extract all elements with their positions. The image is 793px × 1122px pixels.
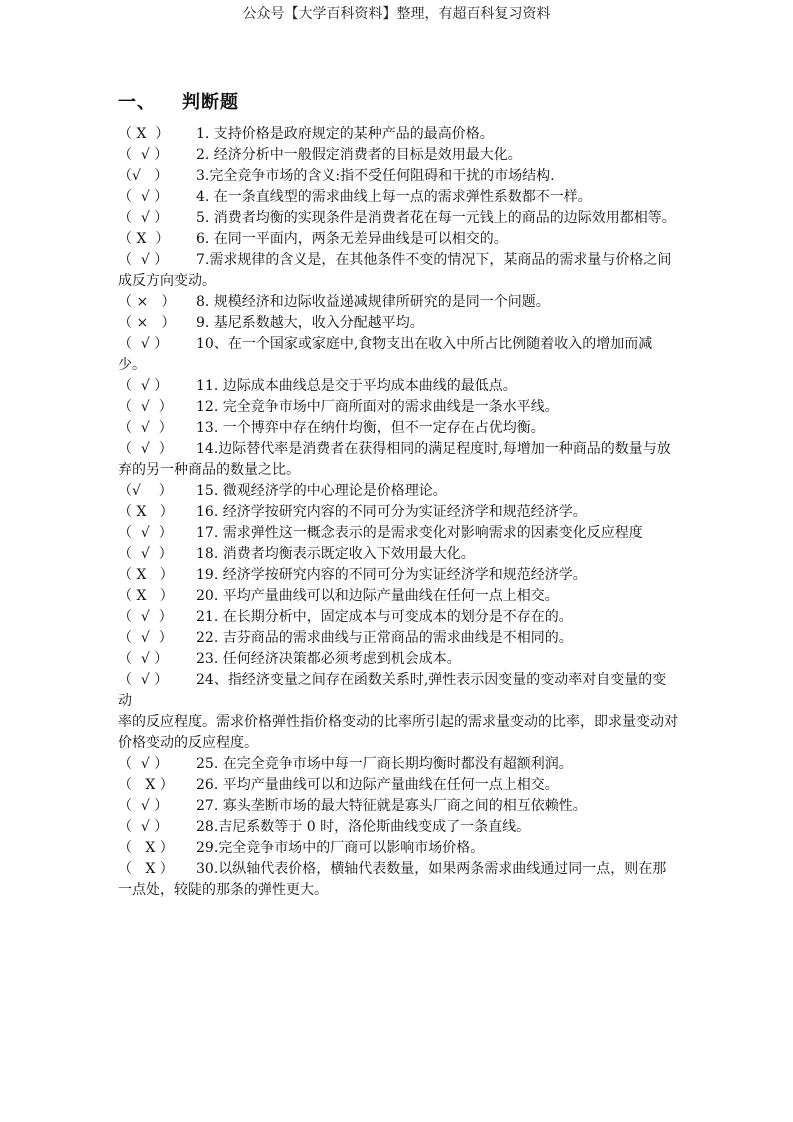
answer-mark: （ √ ） — [118, 399, 173, 415]
question-item — [118, 670, 678, 712]
question-continuation — [118, 712, 678, 754]
question-item — [118, 145, 678, 166]
question-item — [118, 544, 678, 565]
answer-mark: （ √ ） — [118, 630, 173, 646]
question-text: 12. 完全竞争市场中厂商所面对的需求曲线是一条水平线。 — [196, 399, 559, 415]
question-text: 7.需求规律的含义是，在其他条件不变的情况下，某商品的需求量与价格之间成反方向变动。 — [118, 252, 672, 289]
question-item — [118, 313, 678, 334]
answer-mark: （ X ） — [118, 567, 174, 583]
question-item — [118, 586, 678, 607]
question-text: 27. 寡头垄断市场的最大特征就是寡头厂商之间的相互依赖性。 — [196, 798, 587, 814]
answer-mark: （ X ） — [118, 231, 170, 247]
question-item — [118, 775, 678, 796]
page-header: 公众号【大学百科资料】整理，有超百科复习资料 — [242, 6, 551, 22]
question-item — [118, 397, 678, 418]
section-number: 一、 — [118, 92, 156, 113]
question-item — [118, 754, 678, 775]
question-item — [118, 649, 678, 670]
question-item — [118, 628, 678, 649]
question-item — [118, 376, 678, 397]
question-item — [118, 565, 678, 586]
question-text: 10、在一个国家或家庭中,食物支出在收入中所占比例随着收入的增加而减少。 — [118, 336, 653, 373]
section-title — [118, 88, 239, 114]
question-text: 4. 在一条直线型的需求曲线上每一点的需求弹性系数都不一样。 — [196, 189, 592, 205]
question-item — [118, 208, 678, 229]
answer-mark: （ √ ） — [118, 252, 169, 268]
question-item — [118, 523, 678, 544]
answer-mark: （ X ） — [118, 126, 170, 142]
answer-mark: （ X ） — [118, 861, 174, 877]
question-item — [118, 481, 678, 502]
answer-mark: （ √ ） — [118, 798, 169, 814]
question-text: 率的反应程度。需求价格弹性指价格变动的比率所引起的需求量变动的比率，即求量变动对价格变动的反应程度。 — [118, 714, 678, 751]
question-text: 26. 平均产量曲线可以和边际产量曲线在任何一点上相交。 — [196, 777, 559, 793]
answer-mark: （ √ ） — [118, 672, 169, 688]
question-item — [118, 250, 678, 292]
answer-mark: （√ ） — [118, 483, 173, 499]
question-item — [118, 817, 678, 838]
question-item — [118, 838, 678, 859]
question-text: 11. 边际成本曲线总是交于平均成本曲线的最低点。 — [196, 378, 517, 394]
question-text: 20. 平均产量曲线可以和边际产量曲线在任何一点上相交。 — [196, 588, 559, 604]
answer-mark: （ √ ） — [118, 651, 169, 667]
answer-mark: （ X ） — [118, 777, 174, 793]
question-text: 3.完全竞争市场的含义:指不受任何阻碍和干扰的市场结构. — [196, 168, 555, 184]
question-item — [118, 859, 678, 901]
answer-mark: （ √ ） — [118, 336, 169, 352]
question-item — [118, 166, 678, 187]
answer-mark: （ √ ） — [118, 546, 173, 562]
question-text: 21. 在长期分析中，固定成本与可变成本的划分是不存在的。 — [196, 609, 573, 625]
question-text: 28.吉尼系数等于 0 时，洛伦斯曲线变成了一条直线。 — [196, 819, 531, 835]
question-text: 19. 经济学按研究内容的不同可分为实证经济学和规范经济学。 — [196, 567, 587, 583]
question-text: 24、指经济变量之间存在函数关系时,弹性表示因变量的变动率对自变量的变动 — [118, 672, 667, 709]
question-list — [118, 124, 678, 901]
section-title-text: 判断题 — [182, 92, 239, 113]
question-item — [118, 439, 678, 481]
answer-mark: （ √ ） — [118, 525, 173, 541]
answer-mark: （ √ ） — [118, 420, 173, 436]
answer-mark: （ √ ） — [118, 189, 169, 205]
question-item — [118, 124, 678, 145]
answer-mark: （ X ） — [118, 588, 174, 604]
answer-mark: （ × ） — [118, 315, 176, 331]
question-text: 29.完全竞争市场中的厂商可以影响市场价格。 — [196, 840, 485, 856]
question-text: 25. 在完全竞争市场中每一厂商长期均衡时都没有超额利润。 — [196, 756, 573, 772]
question-text: 2. 经济分析中一般假定消费者的目标是效用最大化。 — [196, 147, 522, 163]
question-item — [118, 334, 678, 376]
question-item — [118, 187, 678, 208]
answer-mark: （ √ ） — [118, 378, 169, 394]
answer-mark: （ X ） — [118, 504, 174, 520]
question-text: 14.边际替代率是消费者在获得相同的满足程度时,每增加一种商品的数量与放弃的另一种商品的数量之比。 — [118, 441, 671, 478]
question-text: 1. 支持价格是政府规定的某种产品的最高价格。 — [196, 126, 494, 142]
answer-mark: （ √ ） — [118, 441, 173, 457]
answer-mark: （ √ ） — [118, 147, 169, 163]
question-text: 30.以纵轴代表价格，横轴代表数量，如果两条需求曲线通过同一点，则在那一点处，较陡的那条的弹性更大。 — [118, 861, 667, 898]
question-text: 15. 微观经济学的中心理论是价格理论。 — [196, 483, 447, 499]
question-text: 23. 任何经济决策都必须考虑到机会成本。 — [196, 651, 461, 667]
question-text: 8. 规模经济和边际收益递减规律所研究的是同一个问题。 — [196, 294, 550, 310]
question-item — [118, 502, 678, 523]
question-item — [118, 418, 678, 439]
answer-mark: （ X ） — [118, 840, 174, 856]
question-text: 5. 消费者均衡的实现条件是消费者花在每一元钱上的商品的边际效用都相等。 — [196, 210, 676, 226]
question-item — [118, 292, 678, 313]
question-text: 16. 经济学按研究内容的不同可分为实证经济学和规范经济学。 — [196, 504, 587, 520]
question-item — [118, 607, 678, 628]
answer-mark: （ × ） — [118, 294, 176, 310]
question-text: 22. 吉芬商品的需求曲线与正常商品的需求曲线是不相同的。 — [196, 630, 573, 646]
question-text: 9. 基尼系数越大，收入分配越平均。 — [196, 315, 424, 331]
question-item — [118, 229, 678, 250]
question-text: 6. 在同一平面内，两条无差异曲线是可以相交的。 — [196, 231, 508, 247]
question-text: 13. 一个博弈中存在纳什均衡，但不一定存在占优均衡。 — [196, 420, 545, 436]
question-text: 17. 需求弹性这一概念表示的是需求变化对影响需求的因素变化反应程度 — [196, 525, 643, 541]
answer-mark: （ √ ） — [118, 819, 169, 835]
question-item — [118, 796, 678, 817]
answer-mark: （ √ ） — [118, 609, 173, 625]
answer-mark: （ √ ） — [118, 756, 169, 772]
answer-mark: （√ ） — [118, 168, 169, 184]
answer-mark: （ √ ） — [118, 210, 169, 226]
question-text: 18. 消费者均衡表示既定收入下效用最大化。 — [196, 546, 475, 562]
